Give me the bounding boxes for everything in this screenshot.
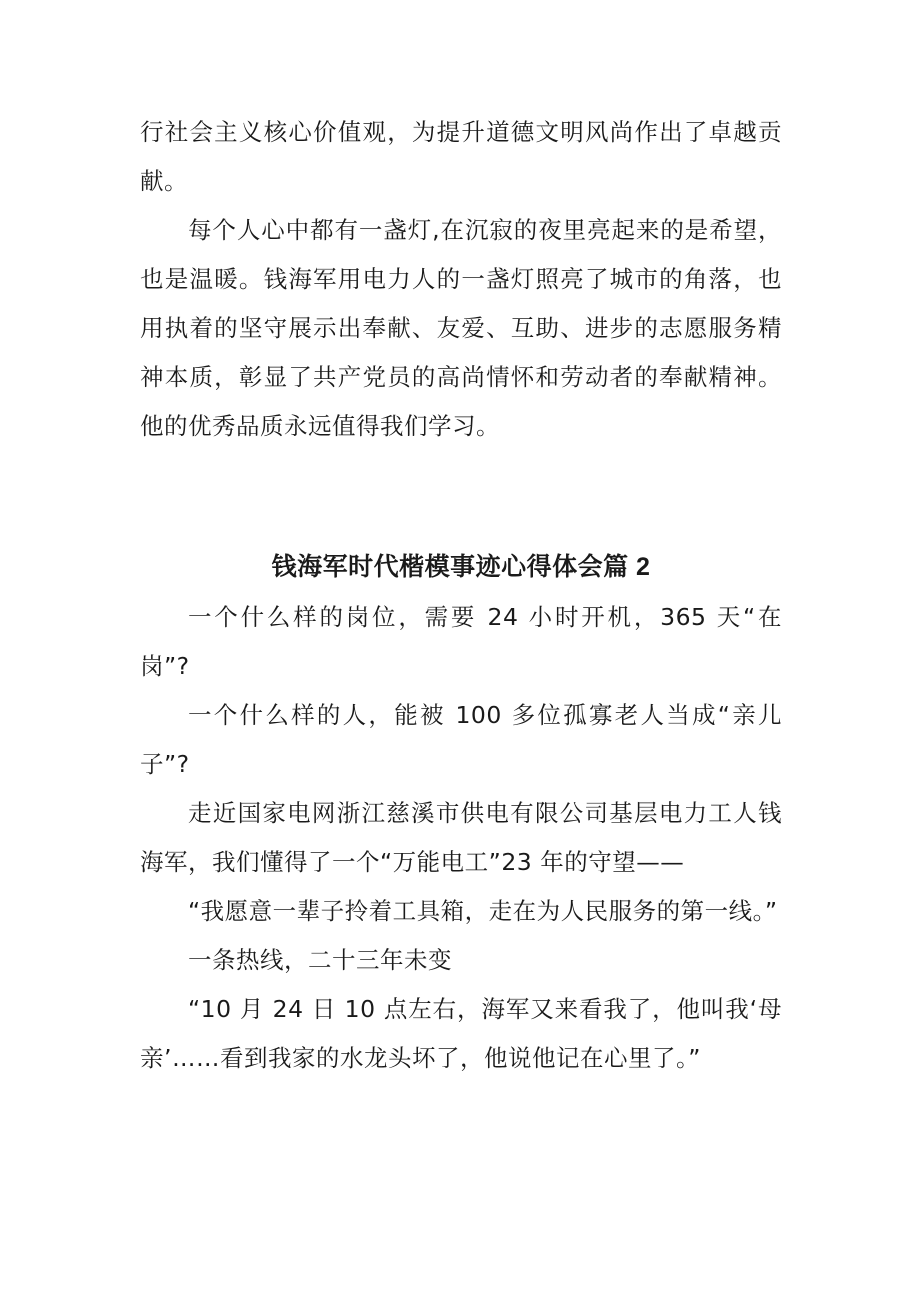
section-title: 钱海军时代楷模事迹心得体会篇 2 (271, 553, 651, 581)
paragraph-lamp: 每个人心中都有一盏灯,在沉寂的夜里亮起来的是希望，也是温暖。钱海军用电力人的一盏灯照亮了城市的角落，也用执着的坚守展示出奉献、友爱、互助、进步的志愿服务精神本质，彰显了共产党员的高尚情怀和劳动者的奉献精神。他的优秀品质永远值得我们学习。 (140, 216, 782, 440)
section-gap (140, 451, 782, 543)
paragraph-continuation: 行社会主义核心价值观，为提升道德文明风尚作出了卓越贡献。 (140, 118, 782, 195)
document-body (140, 108, 782, 1083)
paragraph-subheading-hotline: 一条热线，二十三年未变 (188, 946, 452, 974)
paragraph-question-post: 一个什么样的岗位，需要 24 小时开机，365 天“在岗”? (140, 603, 782, 680)
paragraph-quote-mother: “10 月 24 日 10 点左右，海军又来看我了，他叫我‘母亲’……看到我家的水龙头坏了，他说他记在心里了。” (140, 995, 782, 1072)
paragraph-quote-toolbox: “我愿意一辈子拎着工具箱，走在为人民服务的第一线。” (188, 897, 778, 925)
paragraph-question-person: 一个什么样的人，能被 100 多位孤寡老人当成“亲儿子”? (140, 701, 782, 778)
paragraph-introduction: 走近国家电网浙江慈溪市供电有限公司基层电力工人钱海军，我们懂得了一个“万能电工”23 年的守望—— (140, 799, 782, 876)
